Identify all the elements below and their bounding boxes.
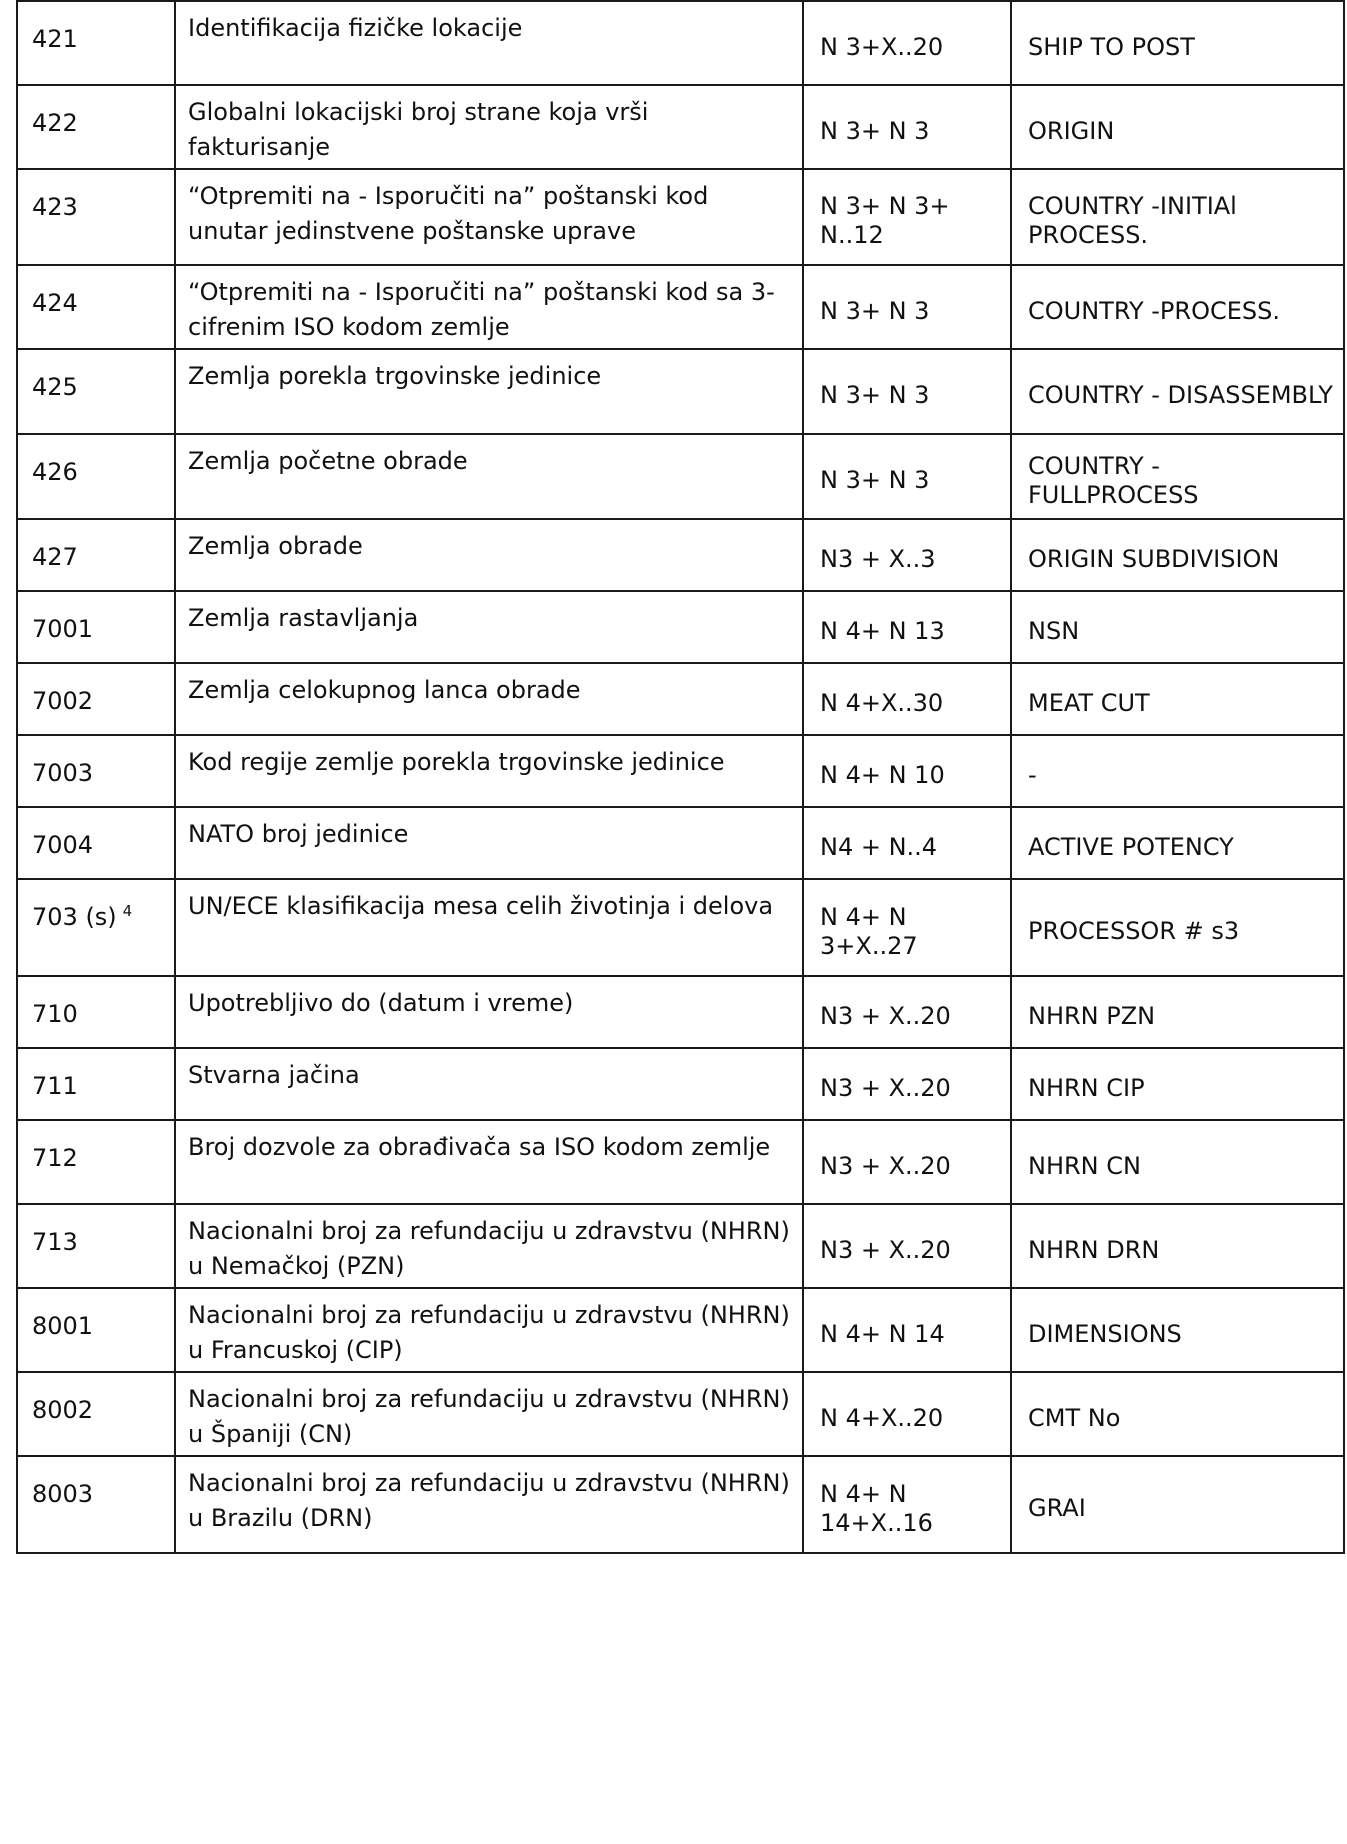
description-cell	[175, 1204, 803, 1288]
data-title-cell	[1011, 1456, 1344, 1553]
format-text: N 4+X..30	[820, 688, 944, 717]
ai-code-cell	[17, 735, 175, 807]
format-text: N 4+X..20	[820, 1403, 944, 1432]
description-cell	[175, 591, 803, 663]
data-title-text: NHRN DRN	[1028, 1235, 1160, 1264]
data-title-text: -	[1028, 760, 1037, 789]
description-text: Identifikacija fizičke lokacije	[188, 14, 523, 42]
ai-code-cell	[17, 434, 175, 519]
format-text: N 3+ N 3+ N..12	[820, 192, 950, 249]
format-text: N 4+ N 14	[820, 1319, 945, 1348]
description-text: Nacionalni broj za refundaciju u zdravstvu (NHRN) u Francuskoj (CIP)	[188, 1301, 790, 1364]
description-text: Upotrebljivo do (datum i vreme)	[188, 989, 574, 1017]
description-text: Zemlja rastavljanja	[188, 604, 419, 632]
data-title-cell	[1011, 85, 1344, 169]
description-cell	[175, 1372, 803, 1456]
data-title-cell	[1011, 519, 1344, 591]
data-title-text: ORIGIN SUBDIVISION	[1028, 544, 1280, 573]
description-text: Zemlja početne obrade	[188, 447, 468, 475]
data-title-cell	[1011, 434, 1344, 519]
description-cell	[175, 1120, 803, 1204]
description-cell	[175, 1, 803, 85]
ai-code-table	[16, 0, 1345, 1554]
format-text: N3 + X..20	[820, 1235, 951, 1264]
ai-code: 422	[32, 109, 78, 137]
table-row	[17, 807, 1344, 879]
format-text: N 3+ N 3	[820, 381, 930, 409]
format-text: N 3+ N 3	[820, 296, 930, 325]
description-cell	[175, 663, 803, 735]
data-title-cell	[1011, 1, 1344, 85]
format-text: N3 + X..20	[820, 1151, 951, 1180]
data-title-cell	[1011, 1288, 1344, 1372]
table-row	[17, 663, 1344, 735]
format-cell	[803, 807, 1011, 879]
ai-code-cell	[17, 1048, 175, 1120]
format-text: N3 + X..3	[820, 544, 936, 573]
format-text: N 4+ N 3+X..27	[820, 902, 918, 960]
description-text: Zemlja celokupnog lanca obrade	[188, 676, 581, 704]
format-text: N 3+ N 3	[820, 116, 930, 145]
ai-code-cell	[17, 349, 175, 434]
format-cell	[803, 879, 1011, 976]
ai-code-cell	[17, 591, 175, 663]
description-cell	[175, 169, 803, 265]
format-cell	[803, 1456, 1011, 1553]
ai-code: 421	[32, 25, 78, 53]
description-cell	[175, 807, 803, 879]
ai-code: 8003	[32, 1480, 94, 1508]
description-cell	[175, 1456, 803, 1553]
description-cell	[175, 85, 803, 169]
ai-code: 427	[32, 543, 78, 571]
ai-code-cell	[17, 1120, 175, 1204]
ai-code-cell	[17, 85, 175, 169]
table-row	[17, 1456, 1344, 1553]
description-cell	[175, 519, 803, 591]
format-text: N 4+ N 10	[820, 760, 945, 789]
ai-code-cell	[17, 519, 175, 591]
ai-code: 424	[32, 289, 78, 317]
description-text: Stvarna jačina	[188, 1061, 360, 1089]
format-text: N 4+ N 13	[820, 616, 945, 645]
data-title-text: PROCESSOR # s3	[1028, 917, 1240, 945]
data-title-cell	[1011, 349, 1344, 434]
description-cell	[175, 1048, 803, 1120]
table-row	[17, 85, 1344, 169]
format-cell	[803, 519, 1011, 591]
description-text: Zemlja porekla trgovinske jedinice	[188, 362, 602, 390]
description-text: UN/ECE klasifikacija mesa celih životinja i delova	[188, 892, 774, 920]
table-row	[17, 265, 1344, 349]
data-title-text: COUNTRY -INITIAl PROCESS.	[1028, 192, 1237, 249]
ai-code: 7001	[32, 615, 94, 643]
table-row	[17, 879, 1344, 976]
description-cell	[175, 349, 803, 434]
ai-code-cell	[17, 169, 175, 265]
data-title-text: CMT No	[1028, 1403, 1121, 1432]
table-row	[17, 1, 1344, 85]
table-row	[17, 169, 1344, 265]
description-text: Broj dozvole za obrađivača sa ISO kodom zemlje	[188, 1133, 771, 1161]
format-cell	[803, 1204, 1011, 1288]
format-text: N4 + N..4	[820, 832, 938, 861]
data-title-cell	[1011, 1372, 1344, 1456]
description-text: Nacionalni broj za refundaciju u zdravstvu (NHRN) u Nemačkoj (PZN)	[188, 1217, 790, 1280]
data-title-text: ORIGIN	[1028, 116, 1115, 145]
description-text: NATO broj jedinice	[188, 820, 409, 848]
data-title-cell	[1011, 807, 1344, 879]
ai-code: 7002	[32, 687, 94, 715]
table-row	[17, 1120, 1344, 1204]
ai-code: 713	[32, 1228, 78, 1256]
format-text: N 3+X..20	[820, 32, 944, 61]
table-row	[17, 735, 1344, 807]
format-cell	[803, 591, 1011, 663]
description-cell	[175, 879, 803, 976]
description-text: Nacionalni broj za refundaciju u zdravstvu (NHRN) u Španiji (CN)	[188, 1385, 790, 1448]
description-text: Zemlja obrade	[188, 532, 363, 560]
ai-code-cell	[17, 807, 175, 879]
ai-code-cell	[17, 879, 175, 976]
data-title-cell	[1011, 735, 1344, 807]
description-cell	[175, 976, 803, 1048]
table-row	[17, 1204, 1344, 1288]
ai-code-cell	[17, 1288, 175, 1372]
format-cell	[803, 349, 1011, 434]
data-title-cell	[1011, 1204, 1344, 1288]
format-cell	[803, 265, 1011, 349]
ai-code: 711	[32, 1072, 78, 1100]
data-title-text: COUNTRY - DISASSEMBLY	[1028, 381, 1333, 409]
table-row	[17, 976, 1344, 1048]
format-cell	[803, 1048, 1011, 1120]
format-cell	[803, 1120, 1011, 1204]
format-cell	[803, 663, 1011, 735]
format-text: N 3+ N 3	[820, 466, 930, 494]
table-row	[17, 519, 1344, 591]
ai-code: 7003	[32, 759, 94, 787]
ai-code-cell	[17, 1204, 175, 1288]
ai-code: 425	[32, 373, 78, 401]
format-cell	[803, 1, 1011, 85]
ai-code-cell	[17, 1, 175, 85]
ai-code-cell	[17, 976, 175, 1048]
ai-code: 710	[32, 1000, 78, 1028]
description-text: Nacionalni broj za refundaciju u zdravstvu (NHRN) u Brazilu (DRN)	[188, 1469, 790, 1532]
data-title-cell	[1011, 976, 1344, 1048]
format-cell	[803, 976, 1011, 1048]
description-cell	[175, 265, 803, 349]
data-title-cell	[1011, 169, 1344, 265]
description-text: Globalni lokacijski broj strane koja vrši fakturisanje	[188, 98, 649, 161]
ai-code-cell	[17, 1456, 175, 1553]
ai-code: 423	[32, 193, 78, 221]
footnote-marker: 4	[122, 902, 133, 920]
format-text: N 4+ N 14+X..16	[820, 1479, 933, 1537]
data-title-text: NSN	[1028, 616, 1080, 645]
table-row	[17, 434, 1344, 519]
data-title-text: SHIP TO POST	[1028, 32, 1195, 61]
description-text: “Otpremiti na - Isporučiti na” poštanski kod sa 3-cifrenim ISO kodom zemlje	[188, 278, 775, 341]
data-title-text: MEAT CUT	[1028, 688, 1150, 717]
data-title-text: NHRN PZN	[1028, 1001, 1156, 1030]
format-text: N3 + X..20	[820, 1073, 951, 1102]
data-title-text: COUNTRY -PROCESS.	[1028, 296, 1280, 325]
format-cell	[803, 735, 1011, 807]
description-cell	[175, 434, 803, 519]
description-cell	[175, 1288, 803, 1372]
ai-code-cell	[17, 663, 175, 735]
description-text: Kod regije zemlje porekla trgovinske jedinice	[188, 748, 725, 776]
table-row	[17, 591, 1344, 663]
ai-code: 703 (s)	[32, 903, 117, 931]
data-title-text: ACTIVE POTENCY	[1028, 832, 1234, 861]
ai-code: 426	[32, 458, 78, 486]
ai-code: 8002	[32, 1396, 94, 1424]
format-cell	[803, 1288, 1011, 1372]
ai-code-cell	[17, 265, 175, 349]
data-title-text: NHRN CN	[1028, 1151, 1141, 1180]
table-row	[17, 349, 1344, 434]
table-row	[17, 1372, 1344, 1456]
format-cell	[803, 1372, 1011, 1456]
data-title-cell	[1011, 591, 1344, 663]
format-cell	[803, 85, 1011, 169]
data-title-text: NHRN CIP	[1028, 1073, 1145, 1102]
format-cell	[803, 434, 1011, 519]
table-row	[17, 1048, 1344, 1120]
data-title-cell	[1011, 265, 1344, 349]
description-cell	[175, 735, 803, 807]
format-text: N3 + X..20	[820, 1001, 951, 1030]
data-title-cell	[1011, 1120, 1344, 1204]
data-title-text: DIMENSIONS	[1028, 1319, 1182, 1348]
data-title-text: COUNTRY - FULLPROCESS	[1028, 451, 1199, 509]
ai-code-cell	[17, 1372, 175, 1456]
data-title-cell	[1011, 663, 1344, 735]
ai-code: 8001	[32, 1312, 94, 1340]
description-text: “Otpremiti na - Isporučiti na” poštanski kod unutar jedinstvene poštanske uprave	[188, 182, 709, 245]
format-cell	[803, 169, 1011, 265]
data-title-cell	[1011, 879, 1344, 976]
data-title-cell	[1011, 1048, 1344, 1120]
data-title-text: GRAI	[1028, 1494, 1086, 1522]
ai-code: 712	[32, 1144, 78, 1172]
ai-code: 7004	[32, 831, 94, 859]
table-row	[17, 1288, 1344, 1372]
